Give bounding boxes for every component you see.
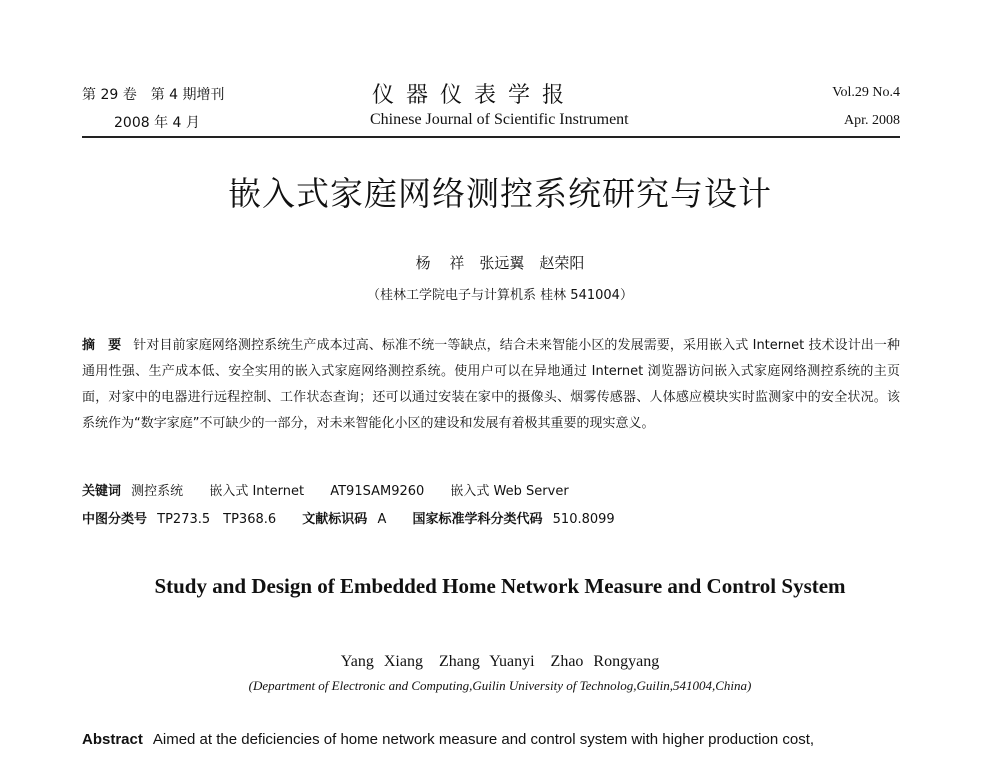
date-en: Apr. 2008	[844, 113, 900, 128]
date-cn: 2008 年 4 月	[114, 115, 200, 131]
journal-name-en: Chinese Journal of Scientific Instrument	[370, 111, 629, 128]
page-title-cn: 嵌入式家庭网络测控系统研究与设计	[228, 174, 772, 213]
authors-cn: 杨 祥 张远翼 赵荣阳	[415, 254, 585, 272]
keyword: 嵌入式 Internet	[209, 484, 305, 499]
volume-issue-en: Vol.29 No.4	[832, 85, 900, 100]
classification-value: TP273.5 TP368.6	[157, 512, 277, 527]
keywords-label: 关键词	[82, 484, 122, 499]
classification-label: 中图分类号	[82, 512, 148, 527]
classification-line	[82, 508, 900, 527]
doc-code-label: 文献标识码	[302, 512, 368, 527]
discipline-value: 510.8099	[552, 512, 615, 527]
affiliation-cn: （桂林工学院电子与计算机系 桂林 541004）	[367, 288, 633, 303]
journal-name-cn: 仪器仪表学报	[372, 83, 577, 108]
header-divider	[82, 136, 900, 138]
affiliation-en: (Department of Electronic and Computing,Guilin University of Technolog,Guilin,541004,China)	[248, 678, 752, 693]
abstract-en-label: Abstract	[82, 731, 143, 748]
abstract-cn-text: 针对目前家庭网络测控系统生产成本过高、标准不统一等缺点，结合未来智能小区的发展需要，采用嵌入式 Internet 技术设计出一种通用性强、生产成本低、安全实用的嵌入式家庭网络测控系统。使用户可以在异地通过 Internet 浏览器访问嵌入式家庭网络测控系统的主页面，对家中的电器进行远程控制、工作状态查询；还可以通过安装在家中的摄像头、烟雾传感器、人体感应模块实时监测家中的安全状况。该系统作为“数字家庭”不可缺少的一部分，对未来智能化小区的建设和发展有着极其重要的现实意义。	[82, 338, 900, 431]
journal-header	[82, 80, 900, 138]
keyword: AT91SAM9260	[330, 484, 425, 499]
page-title-en: Study and Design of Embedded Home Network Measure and Control System	[154, 574, 846, 598]
abstract-en-text: Aimed at the deficiencies of home network measure and control system with higher production cost,	[152, 731, 815, 748]
keyword: 测控系统	[131, 484, 184, 499]
abstract-en	[82, 731, 900, 748]
keyword: 嵌入式 Web Server	[450, 484, 569, 499]
doc-code-value: A	[377, 512, 387, 527]
abstract-cn-label: 摘 要	[82, 338, 122, 353]
volume-issue-cn: 第 29 卷 第 4 期增刊	[82, 87, 225, 103]
discipline-label: 国家标准学科分类代码	[412, 512, 543, 527]
abstract-cn	[82, 333, 900, 437]
authors-en: Yang Xiang Zhang Yuanyi Zhao Rongyang	[340, 653, 660, 670]
keywords-line	[82, 480, 900, 499]
